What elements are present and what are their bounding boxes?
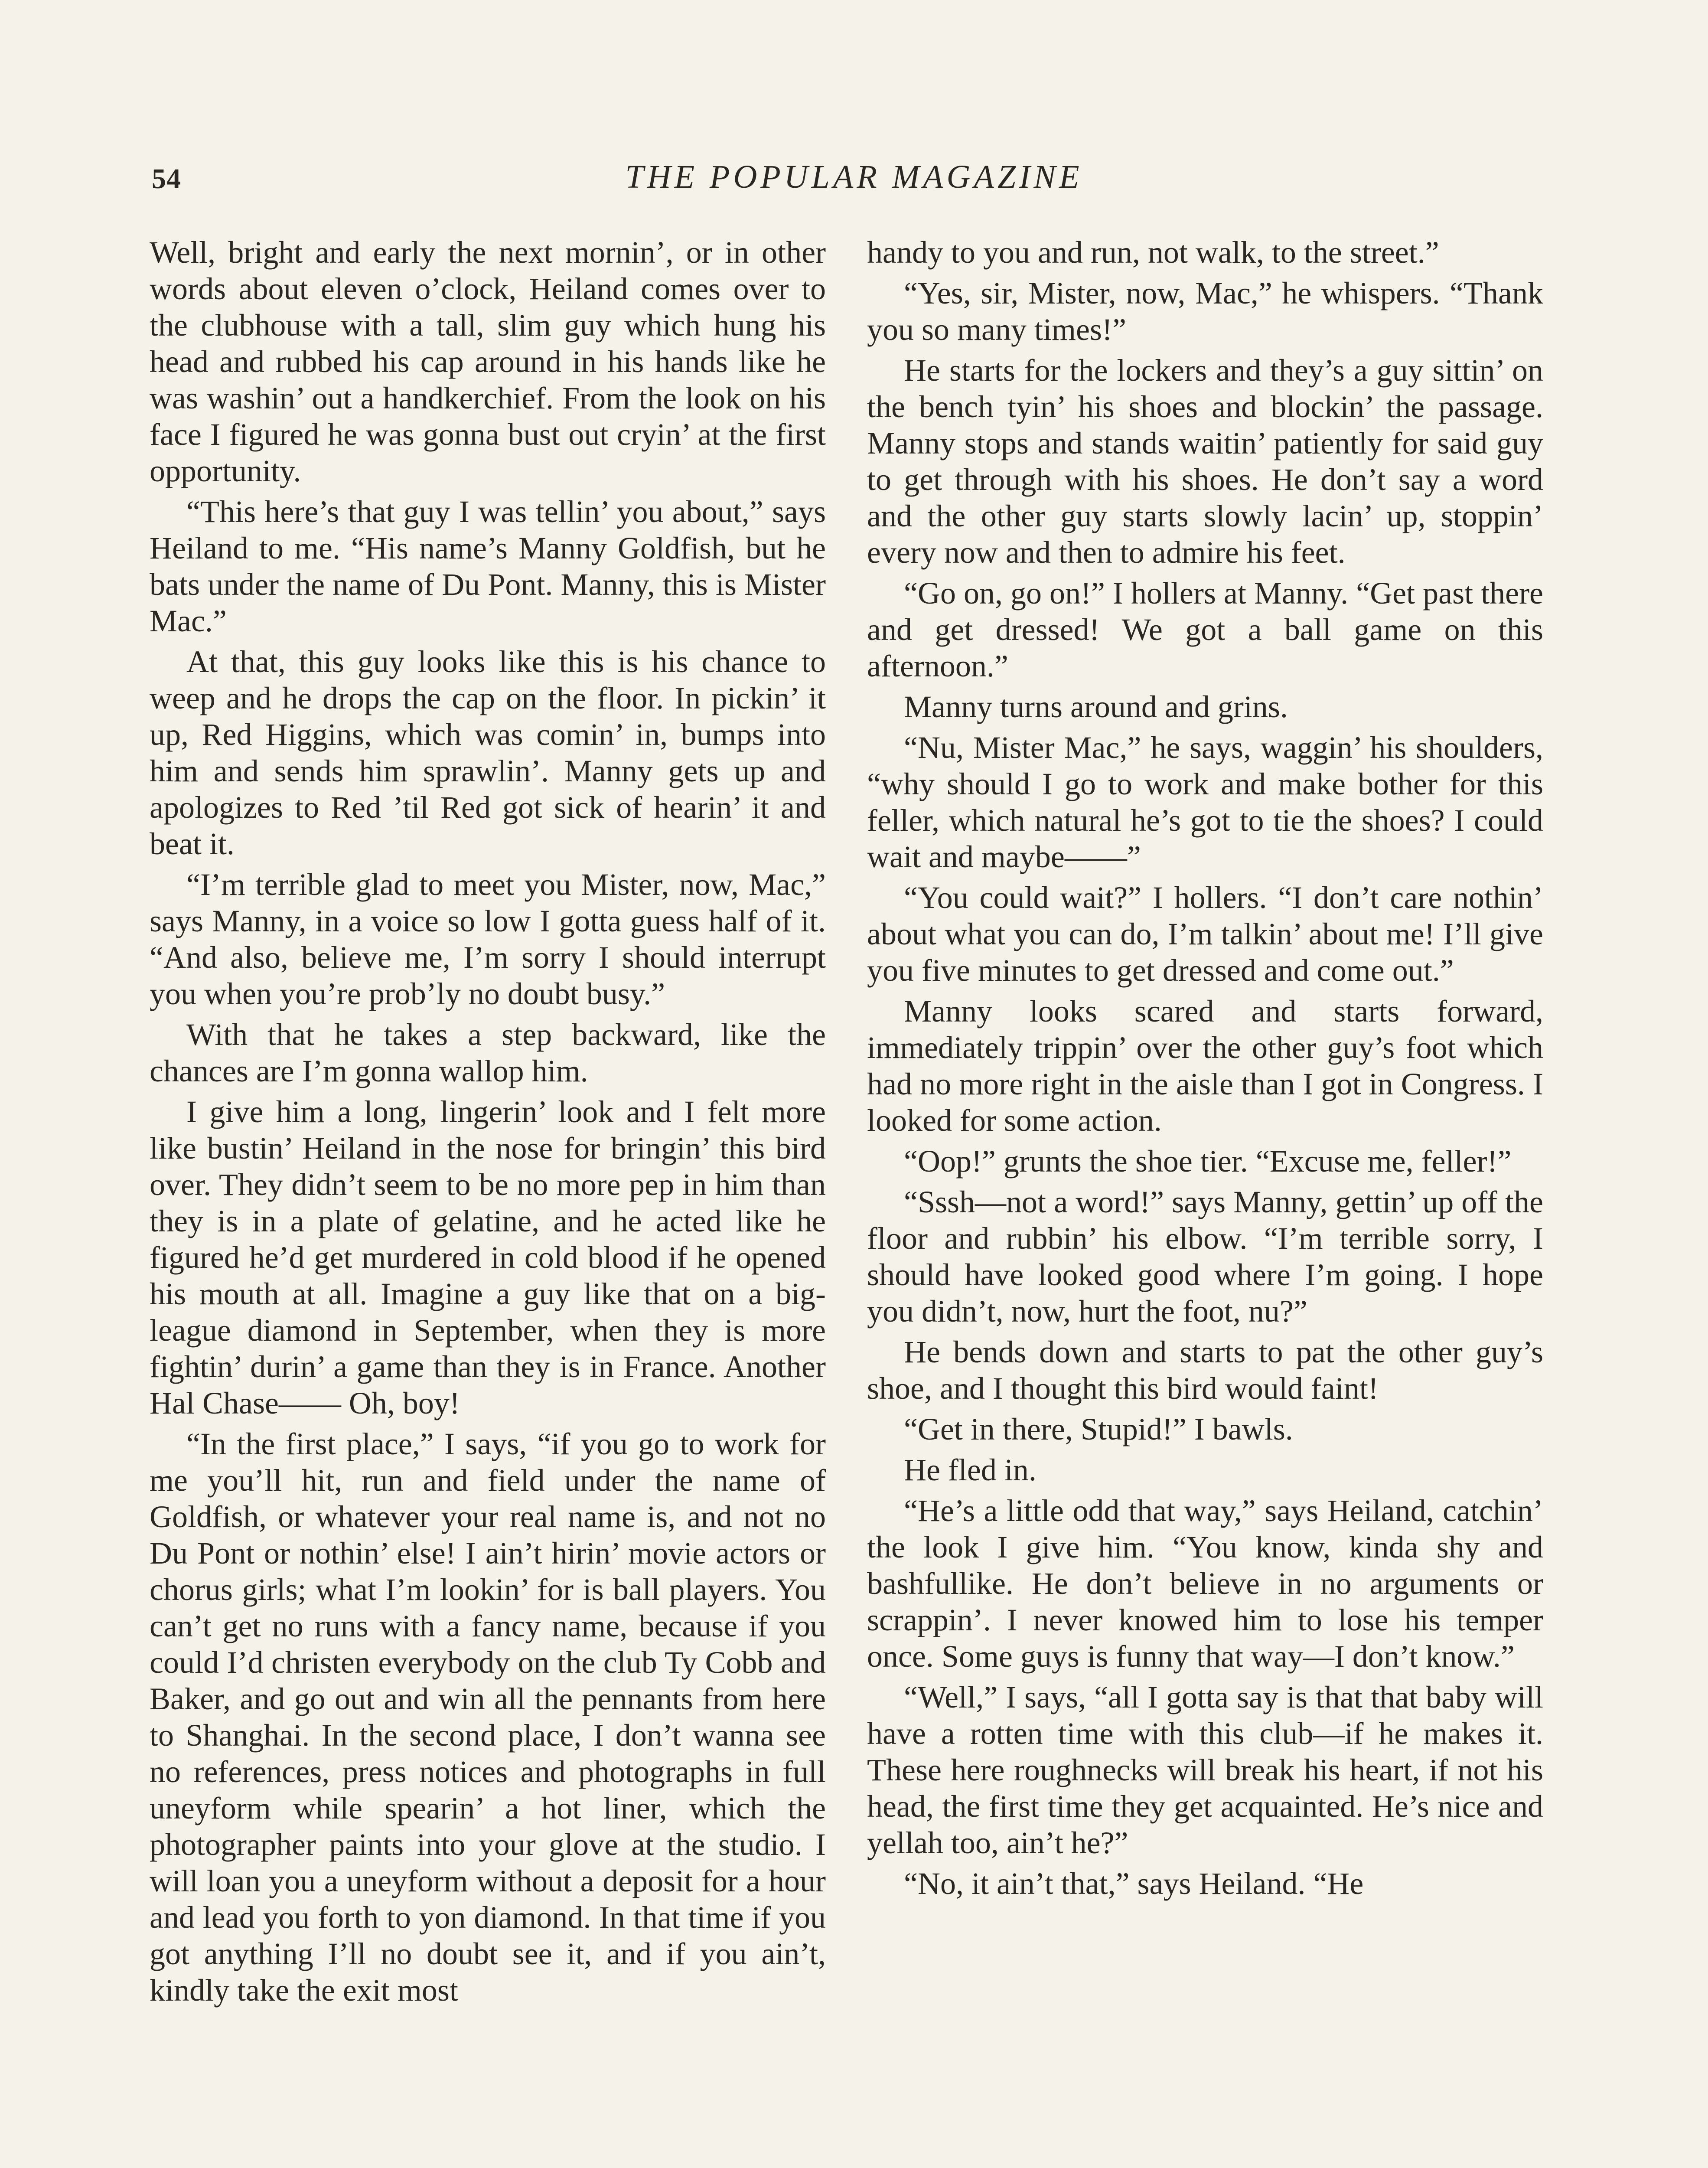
text-column-left <box>150 234 826 2008</box>
paragraph: With that he takes a step backward, like the chances are I’m gonna wallop him. <box>150 1017 826 1088</box>
text-column-right <box>867 234 1543 1902</box>
paragraph: “Well,” I says, “all I gotta say is that that baby will have a rotten time with this club—if he makes it. These here roughnecks will break his heart, if not his head, the first time they get acquainted. He’s nice and yellah too, ain’t he?” <box>867 1680 1543 1860</box>
paragraph: He fled in. <box>904 1453 1037 1487</box>
paragraph: Manny looks scared and starts forward, immediately trippin’ over the other guy’s foot which had no more right in the aisle than I got in Congress. I looked for some action. <box>867 994 1543 1138</box>
page-header <box>152 158 1556 206</box>
paragraph: “He’s a little odd that way,” says Heiland, catchin’ the look I give him. “You know, kinda shy and bashfullike. He don’t believe in no arguments or scrappin’. I never knowed him to lose his temper once. Some guys is funny that way—I don’t know.” <box>867 1493 1543 1674</box>
paragraph: handy to you and run, not walk, to the street.” <box>867 235 1439 270</box>
page-number: 54 <box>152 163 181 195</box>
paragraph: He starts for the lockers and they’s a guy sittin’ on the bench tyin’ his shoes and blockin’ the passage. Manny stops and stands waitin’ patiently for said guy to get through with his shoes. He don’t say a word and the other guy starts slowly lacin’ up, stoppin’ every now and then to admire his feet. <box>867 353 1543 570</box>
paragraph: “Go on, go on!” I hollers at Manny. “Get past there and get dressed! We got a ball game on this afternoon.” <box>867 576 1543 683</box>
paragraph: “Oop!” grunts the shoe tier. “Excuse me, feller!” <box>904 1144 1512 1179</box>
paragraph: Manny turns around and grins. <box>904 689 1288 724</box>
paragraph: “Get in there, Stupid!” I bawls. <box>904 1412 1293 1446</box>
paragraph: “In the first place,” I says, “if you go to work for me you’ll hit, run and field under the name of Goldfish, or whatever your real name is, and not no Du Pont or nothin’ else! I ain’t hirin’ movie actors or chorus girls; what I’m lookin’ for is ball players. You can’t get no runs with a fancy name, because if you could I’d christen everybody on the club Ty Cobb and Baker, and go out and win all the pennants from here to Shanghai. In the second place, I don’t wanna see no references, press notices and photographs in full uneyform while spearin’ a hot liner, which the photographer paints into your glove at the studio. I will loan you a uneyform without a deposit for a hour and lead you forth to yon diamond. In that time if you got anything I’ll no doubt see it, and if you ain’t, kindly take the exit most <box>150 1427 826 2008</box>
paragraph: “Nu, Mister Mac,” he says, waggin’ his shoulders, “why should I go to work and make bother for this feller, which natural he’s got to tie the shoes? I could wait and maybe——” <box>867 730 1543 874</box>
paragraph: “No, it ain’t that,” says Heiland. “He <box>904 1866 1364 1901</box>
paragraph: At that, this guy looks like this is his chance to weep and he drops the cap on the floor. In pickin’ it up, Red Higgins, which was comin’ in, bumps into him and sends him sprawlin’. Manny gets up and apologizes to Red ’til Red got sick of hearin’ it and beat it. <box>150 644 826 861</box>
paragraph: He bends down and starts to pat the other guy’s shoe, and I thought this bird would faint! <box>867 1335 1543 1406</box>
paragraph: “Yes, sir, Mister, now, Mac,” he whispers. “Thank you so many times!” <box>867 276 1543 347</box>
paragraph: “I’m terrible glad to meet you Mister, now, Mac,” says Manny, in a voice so low I gotta guess half of it. “And also, believe me, I’m sorry I should interrupt you when you’re prob’ly no doubt busy.” <box>150 867 826 1011</box>
paragraph: “Sssh—not a word!” says Manny, gettin’ up off the floor and rubbin’ his elbow. “I’m terrible sorry, I should have looked good where I’m going. I hope you didn’t, now, hurt the foot, nu?” <box>867 1185 1543 1329</box>
paragraph: “You could wait?” I hollers. “I don’t care nothin’ about what you can do, I’m talkin’ about me! I’ll give you five minutes to get dressed and come out.” <box>867 880 1543 988</box>
paragraph: I give him a long, lingerin’ look and I felt more like bustin’ Heiland in the nose for bringin’ this bird over. They didn’t seem to be no more pep in him than they is in a plate of gelatine, and he acted like he figured he’d get murdered in cold blood if he opened his mouth at all. Imagine a guy like that on a big-league diamond in September, when they is more fightin’ durin’ a game than they is in France. Another Hal Chase—— Oh, boy! <box>150 1094 826 1420</box>
paragraph: Well, bright and early the next mornin’, or in other words about eleven o’clock, Heiland comes over to the clubhouse with a tall, slim guy which hung his head and rubbed his cap around in his hands like he was washin’ out a handkerchief. From the look on his face I figured he was gonna bust out cryin’ at the first opportunity. <box>150 235 826 488</box>
running-title: THE POPULAR MAGAZINE <box>625 159 1083 195</box>
paragraph: “This here’s that guy I was tellin’ you about,” says Heiland to me. “His name’s Manny Goldfish, but he bats under the name of Du Pont. Manny, this is Mister Mac.” <box>150 494 826 638</box>
